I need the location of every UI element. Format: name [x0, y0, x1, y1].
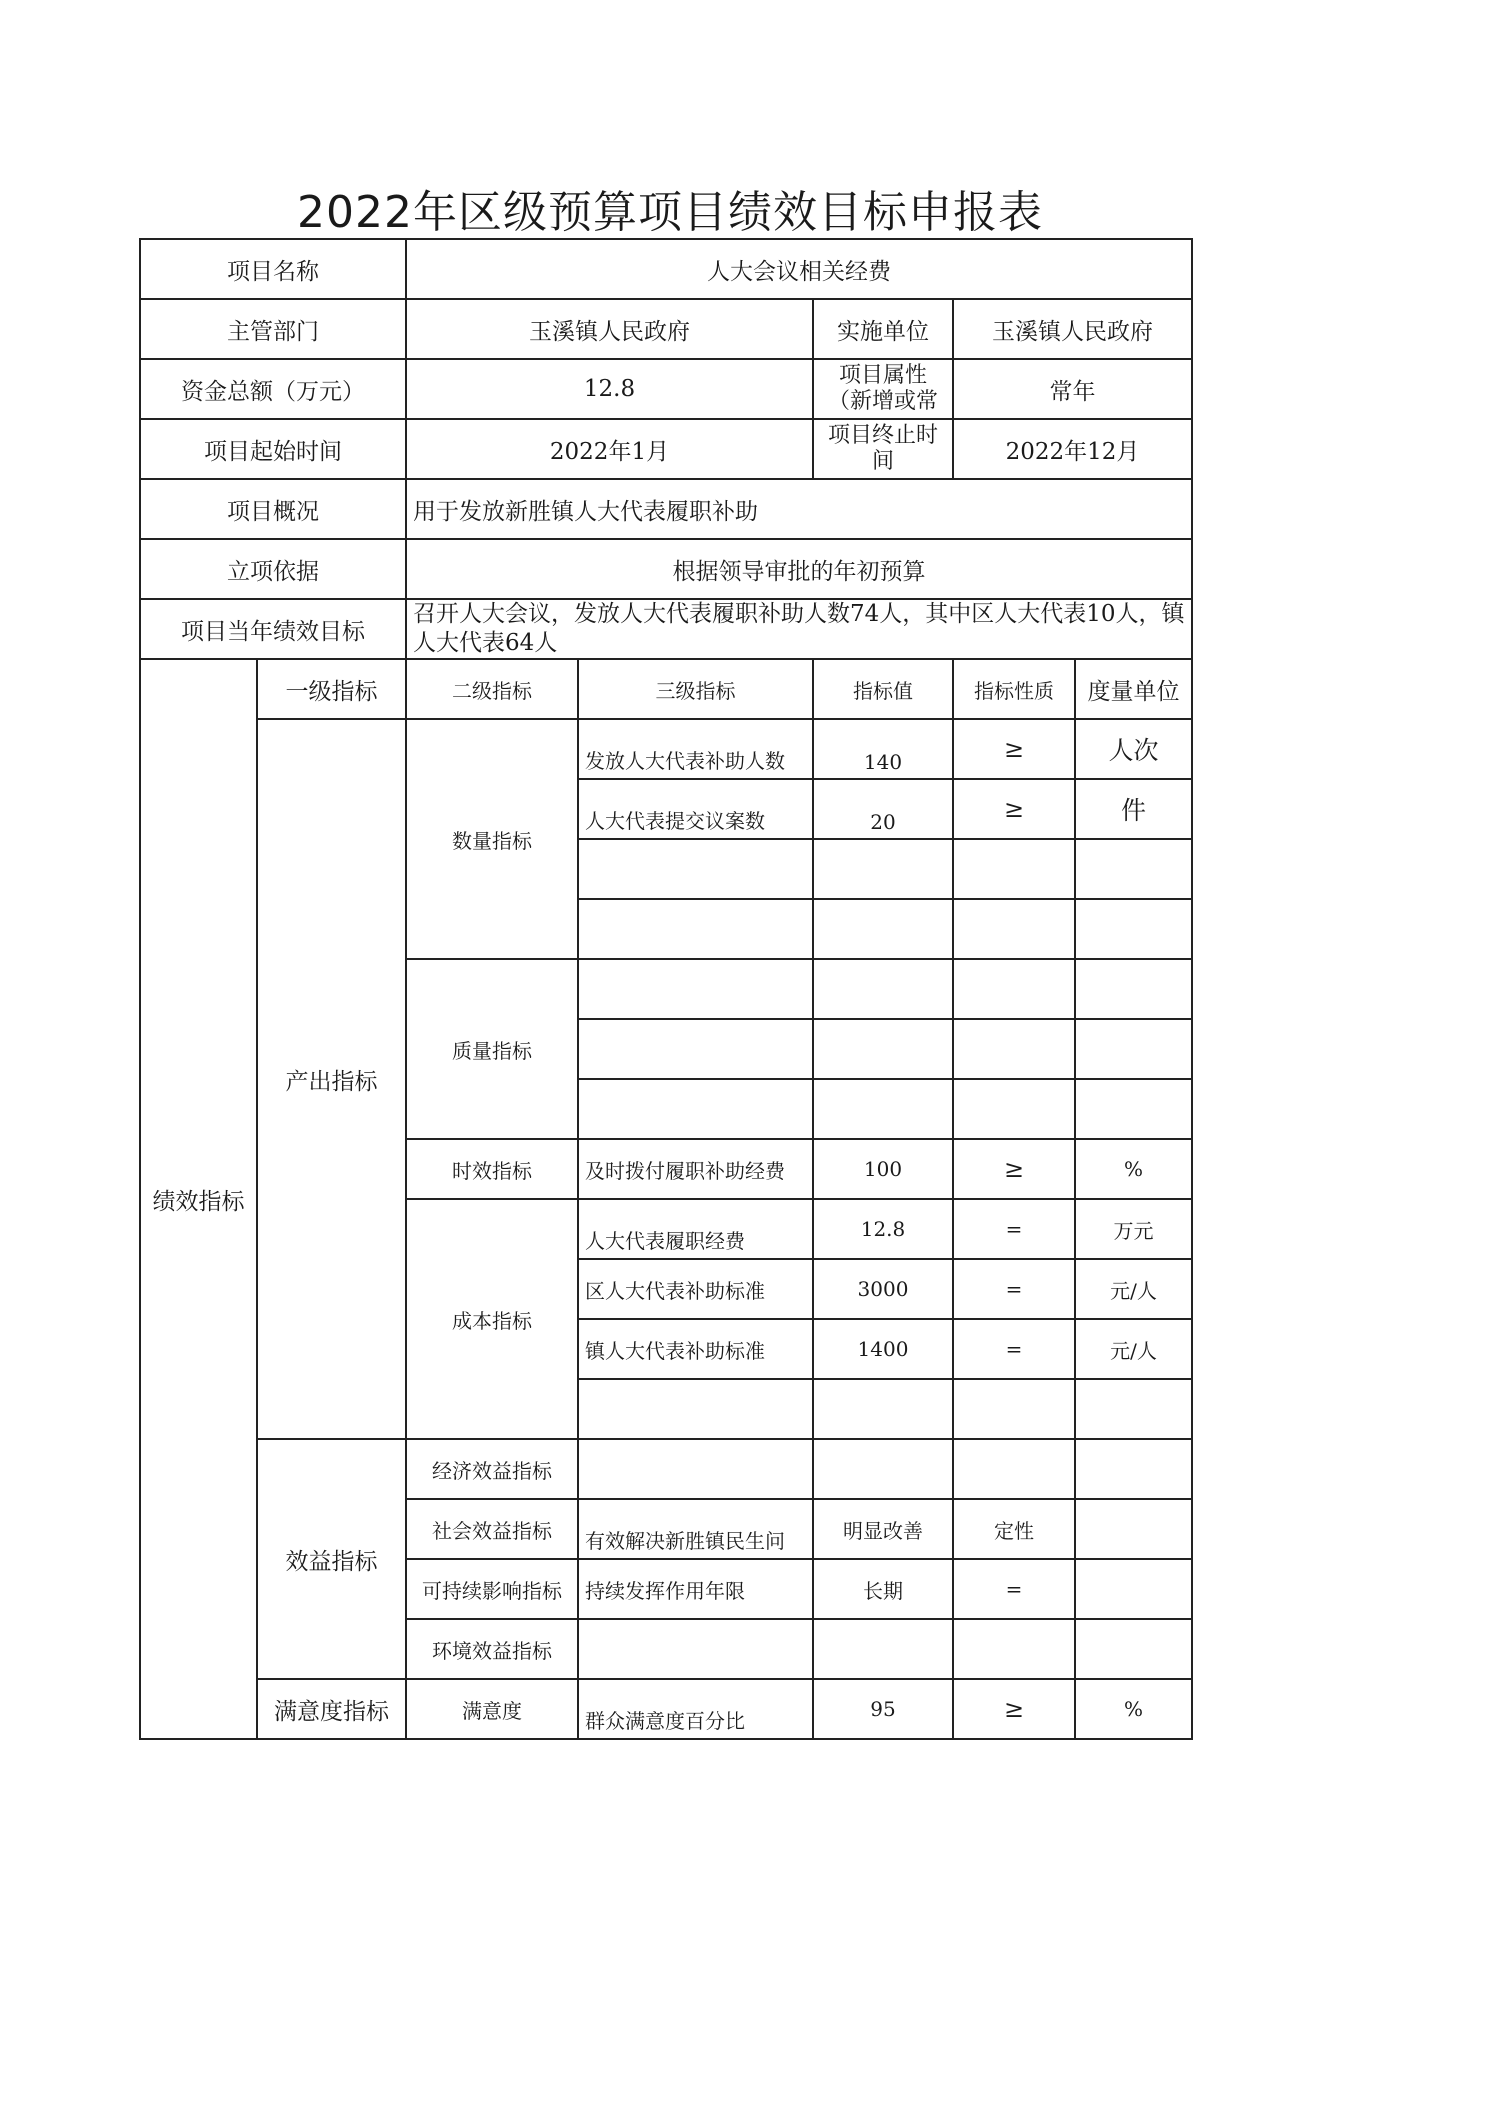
empty-cell [813, 839, 953, 899]
level2-satisfaction: 满意度 [406, 1679, 578, 1739]
end-label: 项目终止时间 [813, 419, 953, 479]
table-row [140, 1439, 1192, 1499]
impl-label: 实施单位 [813, 299, 953, 359]
empty-cell [953, 1619, 1075, 1679]
attr-value: 常年 [953, 359, 1192, 419]
indicator-name: 及时拨付履职补助经费 [578, 1139, 813, 1199]
indicator-name: 人大代表提交议案数 [578, 779, 813, 839]
header-level2: 二级指标 [406, 659, 578, 719]
level2-social: 社会效益指标 [406, 1499, 578, 1559]
empty-cell [953, 959, 1075, 1019]
indicator-value: 140 [813, 719, 953, 779]
empty-cell [1075, 1379, 1192, 1439]
header-value: 指标值 [813, 659, 953, 719]
indicator-unit [1075, 1499, 1192, 1559]
indicator-unit: 件 [1075, 779, 1192, 839]
level1-output: 产出指标 [257, 719, 406, 1439]
indicator-value: 20 [813, 779, 953, 839]
table-row [140, 1679, 1192, 1739]
project-name-value: 人大会议相关经费 [406, 239, 1192, 299]
empty-cell [953, 1379, 1075, 1439]
funds-row [140, 359, 1192, 419]
funds-value: 12.8 [406, 359, 813, 419]
indicator-unit: % [1075, 1679, 1192, 1739]
funds-label: 资金总额（万元） [140, 359, 406, 419]
dept-value: 玉溪镇人民政府 [406, 299, 813, 359]
indicator-name: 有效解决新胜镇民生问 [578, 1499, 813, 1559]
table-row [140, 719, 1192, 779]
start-value: 2022年1月 [406, 419, 813, 479]
indicator-nature: = [953, 1319, 1075, 1379]
indicator-name: 群众满意度百分比 [578, 1679, 813, 1739]
indicator-unit: 万元 [1075, 1199, 1192, 1259]
empty-cell [953, 899, 1075, 959]
empty-cell [813, 1019, 953, 1079]
indicator-unit [1075, 1559, 1192, 1619]
empty-cell [578, 899, 813, 959]
empty-cell [1075, 899, 1192, 959]
empty-cell [1075, 1619, 1192, 1679]
indicator-nature: = [953, 1259, 1075, 1319]
page-title: 2022年区级预算项目绩效目标申报表 [297, 187, 1043, 238]
indicator-section-label: 绩效指标 [140, 659, 257, 1739]
empty-cell [578, 959, 813, 1019]
indicator-value: 明显改善 [813, 1499, 953, 1559]
header-level1: 一级指标 [257, 659, 406, 719]
overview-label: 项目概况 [140, 479, 406, 539]
dept-label: 主管部门 [140, 299, 406, 359]
basis-value: 根据领导审批的年初预算 [406, 539, 1192, 599]
basis-label: 立项依据 [140, 539, 406, 599]
indicator-name: 发放人大代表补助人数 [578, 719, 813, 779]
indicator-value: 3000 [813, 1259, 953, 1319]
level2-quality: 质量指标 [406, 959, 578, 1139]
indicator-name: 区人大代表补助标准 [578, 1259, 813, 1319]
indicator-nature: ≥ [953, 1139, 1075, 1199]
level1-benefit: 效益指标 [257, 1439, 406, 1679]
level1-satisfaction: 满意度指标 [257, 1679, 406, 1739]
overview-row [140, 479, 1192, 539]
empty-cell [578, 839, 813, 899]
attr-label: 项目属性（新增或常 [813, 359, 953, 419]
header-unit: 度量单位 [1075, 659, 1192, 719]
impl-value: 玉溪镇人民政府 [953, 299, 1192, 359]
level2-environment: 环境效益指标 [406, 1619, 578, 1679]
empty-cell [578, 1019, 813, 1079]
performance-target-table [139, 238, 1193, 1740]
indicator-nature: ≥ [953, 1679, 1075, 1739]
empty-cell [953, 1079, 1075, 1139]
empty-cell [1075, 1439, 1192, 1499]
empty-cell [813, 1079, 953, 1139]
indicator-value: 12.8 [813, 1199, 953, 1259]
empty-cell [813, 1439, 953, 1499]
empty-cell [953, 1019, 1075, 1079]
indicator-value: 100 [813, 1139, 953, 1199]
overview-value: 用于发放新胜镇人大代表履职补助 [406, 479, 1192, 539]
empty-cell [953, 1439, 1075, 1499]
end-value: 2022年12月 [953, 419, 1192, 479]
empty-cell [1075, 1019, 1192, 1079]
empty-cell [813, 1619, 953, 1679]
indicator-nature: ≥ [953, 779, 1075, 839]
project-name-row [140, 239, 1192, 299]
goal-row [140, 599, 1192, 659]
indicator-unit: % [1075, 1139, 1192, 1199]
indicator-value: 长期 [813, 1559, 953, 1619]
empty-cell [1075, 959, 1192, 1019]
indicator-nature: 定性 [953, 1499, 1075, 1559]
empty-cell [578, 1379, 813, 1439]
indicator-nature: ≥ [953, 719, 1075, 779]
empty-cell [1075, 839, 1192, 899]
indicator-unit: 元/人 [1075, 1259, 1192, 1319]
level2-economic: 经济效益指标 [406, 1439, 578, 1499]
project-name-label: 项目名称 [140, 239, 406, 299]
indicator-name: 镇人大代表补助标准 [578, 1319, 813, 1379]
indicator-nature: = [953, 1199, 1075, 1259]
empty-cell [953, 839, 1075, 899]
indicator-header-row [140, 659, 1192, 719]
level2-sustainable: 可持续影响指标 [406, 1559, 578, 1619]
level2-quantity: 数量指标 [406, 719, 578, 959]
level2-cost: 成本指标 [406, 1199, 578, 1439]
period-row [140, 419, 1192, 479]
empty-cell [578, 1079, 813, 1139]
indicator-name: 人大代表履职经费 [578, 1199, 813, 1259]
empty-cell [813, 1379, 953, 1439]
basis-row [140, 539, 1192, 599]
dept-row [140, 299, 1192, 359]
indicator-unit: 人次 [1075, 719, 1192, 779]
indicator-name: 持续发挥作用年限 [578, 1559, 813, 1619]
level2-timeliness: 时效指标 [406, 1139, 578, 1199]
header-level3: 三级指标 [578, 659, 813, 719]
empty-cell [813, 959, 953, 1019]
indicator-value: 1400 [813, 1319, 953, 1379]
empty-cell [578, 1619, 813, 1679]
indicator-value: 95 [813, 1679, 953, 1739]
empty-cell [1075, 1079, 1192, 1139]
empty-cell [813, 899, 953, 959]
start-label: 项目起始时间 [140, 419, 406, 479]
goal-value: 召开人大会议，发放人大代表履职补助人数74人，其中区人大代表10人，镇人大代表64人 [406, 599, 1192, 659]
indicator-unit: 元/人 [1075, 1319, 1192, 1379]
empty-cell [578, 1439, 813, 1499]
header-nature: 指标性质 [953, 659, 1075, 719]
goal-label: 项目当年绩效目标 [140, 599, 406, 659]
indicator-nature: = [953, 1559, 1075, 1619]
